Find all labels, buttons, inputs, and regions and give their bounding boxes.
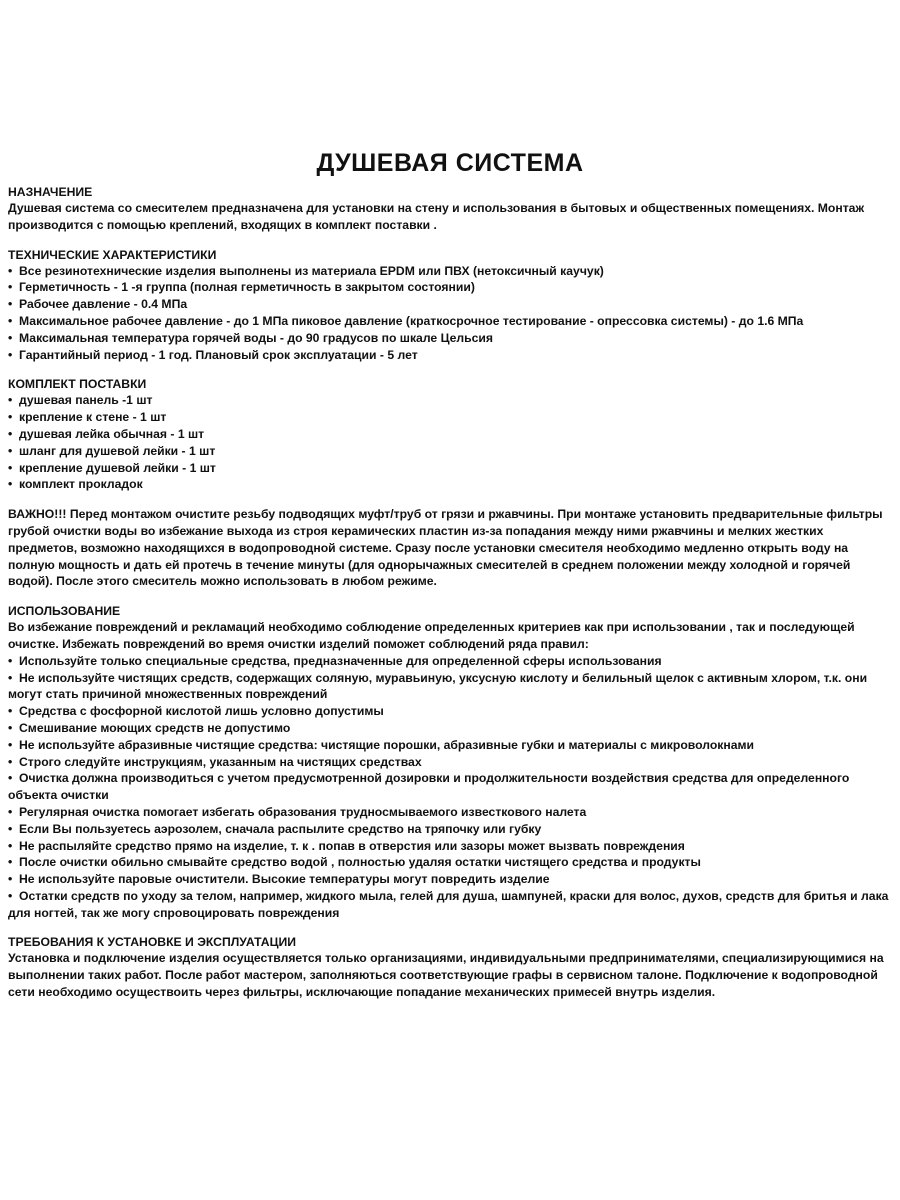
section-heading-purpose: НАЗНАЧЕНИЕ [8,185,93,199]
section-usage [8,603,892,921]
list-item [8,754,892,771]
purpose-text: Душевая система со смесителем предназначена для установки на стену и использования в бытовых и общественных помещениях. Монтаж производится с помощью креплений, входящих в комплект поставки . [8,201,865,232]
bullet-icon: • [8,754,13,769]
bullet-icon: • [8,297,13,312]
specs-list [8,263,892,364]
bullet-icon: • [8,443,13,458]
list-item-text: Регулярная очистка помогает избегать образования трудносмываемого известкового налета [19,804,587,819]
list-item [8,279,892,296]
list-item [8,821,892,838]
list-item [8,263,892,280]
list-item [8,330,892,347]
bullet-icon: • [8,393,13,408]
bullet-icon: • [8,330,13,345]
section-purpose [8,184,892,234]
section-specs [8,247,892,364]
list-item [8,347,892,364]
bullet-icon: • [8,804,13,819]
list-item [8,313,892,330]
list-item [8,296,892,313]
bullet-icon: • [8,737,13,752]
list-item-text: Строго следуйте инструкциям, указанным на чистящих средствах [19,754,422,769]
installation-text: Установка и подключение изделия осуществляется только организациями, индивидуальными предпринимателями, специализирующимися на выполнении таких работ. После работ мастером, заполняються соответствующие графы в сервисном талоне. Подключение к водопроводной сети необходимо осуществоить через фильтры, исключающие попадание механических примесей внутрь изделия. [8,951,884,1000]
list-item-text: После очистки обильно смывайте средство водой , полностью удаляя остатки чистящего средства и продукты [19,855,701,870]
bullet-icon: • [8,821,13,836]
list-item-text: Смешивание моющих средств не допустимо [19,720,291,735]
package-list [8,392,892,493]
document-page [8,148,892,1014]
section-important [8,506,892,590]
list-item-text: душевая лейка обычная - 1 шт [19,426,205,441]
list-item [8,737,892,754]
bullet-icon: • [8,855,13,870]
list-item [8,888,892,922]
page-title: ДУШЕВАЯ СИСТЕМА [316,149,584,177]
bullet-icon: • [8,872,13,887]
list-item-text: Если Вы пользуетесь аэрозолем, сначала распылите средство на тряпочку или губку [19,821,542,836]
bullet-icon: • [8,888,13,903]
bullet-icon: • [8,653,13,668]
list-item-text: крепление к стене - 1 шт [19,410,167,425]
list-item [8,443,892,460]
list-item [8,770,892,804]
list-item [8,460,892,477]
bullet-icon: • [8,460,13,475]
list-item [8,476,892,493]
list-item [8,392,892,409]
section-installation [8,934,892,1000]
bullet-icon: • [8,313,13,328]
list-item-text: шланг для душевой лейки - 1 шт [19,443,216,458]
list-item-text: Гарантийный период - 1 год. Плановый срок эксплуатации - 5 лет [19,347,418,362]
list-item-text: Не используйте паровые очистители. Высокие температуры могут повредить изделие [19,872,550,887]
section-heading-package: КОМПЛЕКТ ПОСТАВКИ [8,377,147,392]
list-item [8,854,892,871]
list-item-text: Средства с фосфорной кислотой лишь условно допустимы [19,704,384,719]
list-item-text: Все резинотехнические изделия выполнены из материала EPDM или ПВХ (нетоксичный каучук) [19,263,604,278]
list-item [8,804,892,821]
list-item-text: Остатки средств по уходу за телом, например, жидкого мыла, гелей для душа, шампуней, краски для волос, духов, средств для бритья и лака для ногтей, так же могу спровоцировать повреждения [8,888,889,920]
usage-list [8,653,892,922]
bullet-icon: • [8,347,13,362]
important-text: ВАЖНО!!! Перед монтажом очистите резьбу подводящих муфт/труб от грязи и ржавчины. При монтаже установить предварительные фильтры грубой очистки воды во избежание выхода из строя керамических пластин из-за попадания между ними ржавчины и мелких жестких предметов, возможно находящихся в водопроводной системе. Сразу после установки смесителя необходимо медленно открыть воду на полную мощность и дать ей протечь в течение минуты (для однорычажных смесителей в среднем положении между холодной и горячей водой). После этого смеситель можно использовать в любом режиме. [8,507,883,589]
bullet-icon: • [8,477,13,492]
list-item-text: душевая панель -1 шт [19,393,153,408]
bullet-icon: • [8,704,13,719]
list-item-text: крепление душевой лейки - 1 шт [19,460,216,475]
section-heading-specs: ТЕХНИЧЕСКИЕ ХАРАКТЕРИСТИКИ [8,247,217,262]
list-item [8,838,892,855]
section-package [8,376,892,493]
list-item [8,409,892,426]
list-item-text: Используйте только специальные средства, предназначенные для определенной сферы использования [19,653,662,668]
list-item-text: Максимальное рабочее давление - до 1 МПа пиковое давление (краткосрочное тестирование - опрессовка системы) - до 1.6 МПа [19,313,804,328]
list-item-text: Герметичность - 1 -я группа (полная герметичность в закрытом состоянии) [19,280,475,295]
bullet-icon: • [8,720,13,735]
bullet-icon: • [8,280,13,295]
list-item-text: комплект прокладок [19,477,143,492]
bullet-icon: • [8,838,13,853]
list-item-text: Не используйте абразивные чистящие средства: чистящие порошки, абразивные губки и материалы с микроволокнами [19,737,755,752]
bullet-icon: • [8,263,13,278]
list-item [8,720,892,737]
list-item-text: Рабочее давление - 0.4 МПа [19,297,188,312]
section-heading-installation: ТРЕБОВАНИЯ К УСТАНОВКЕ И ЭКСПЛУАТАЦИИ [8,935,297,950]
bullet-icon: • [8,426,13,441]
list-item [8,653,892,670]
list-item [8,426,892,443]
bullet-icon: • [8,410,13,425]
list-item [8,670,892,704]
list-item [8,703,892,720]
list-item-text: Не используйте чистящих средств, содержащих соляную, муравьиную, уксусную кислоту и белильный щелок с активным хлором, т.к. они могут стать причиной множественных повреждений [8,670,868,702]
list-item-text: Максимальная температура горячей воды - до 90 градусов по шкале Цельсия [19,330,494,345]
list-item-text: Не распыляйте средство прямо на изделие, т. к . попав в отверстия или зазоры может вызвать повреждения [19,838,685,853]
list-item-text: Очистка должна производиться с учетом предусмотренной дозировки и продолжительности воздействия средства для определенного объекта очистки [8,771,850,803]
bullet-icon: • [8,670,13,685]
bullet-icon: • [8,771,13,786]
section-heading-usage: ИСПОЛЬЗОВАНИЕ [8,604,121,619]
list-item [8,871,892,888]
usage-intro: Во избежание повреждений и рекламаций необходимо соблюдение определенных критериев как при использовании , так и последующей очистке. Избежать повреждений во время очистки изделий поможет соблюдений ряда правил: [8,620,855,651]
